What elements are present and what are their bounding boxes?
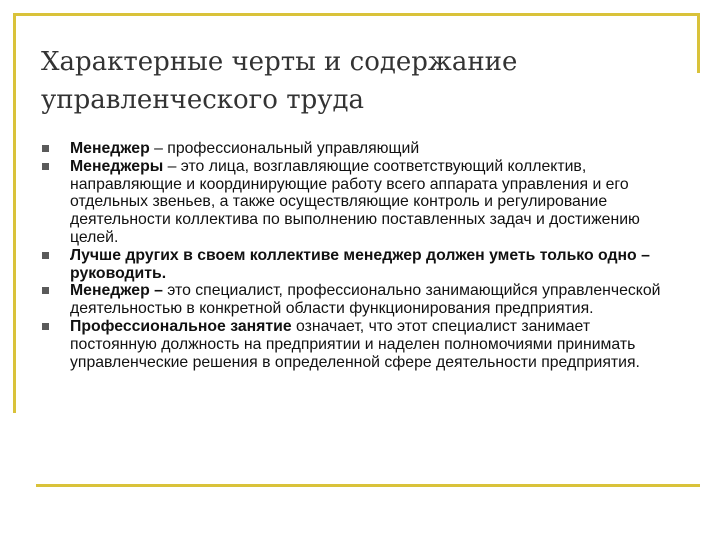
bullet-bold-text: Профессиональное занятие	[70, 317, 297, 335]
frame-line-left	[13, 13, 16, 413]
bullet-bold-text: Менеджер –	[70, 282, 168, 300]
bullet-text: означает, что этот специалист занимает постоянную должность на предприятии и наделен полномочиями принимать управленческие решения в определенной сфере деятельности предприятия.	[70, 317, 640, 371]
bullet-item	[41, 140, 661, 158]
square-bullet-icon	[42, 323, 49, 330]
bullet-item	[41, 318, 661, 371]
bullet-list	[41, 140, 661, 371]
square-bullet-icon	[42, 163, 49, 170]
bullet-text: – профессиональный управляющий	[154, 140, 420, 157]
bullet-bold-text: Менеджер	[70, 140, 155, 157]
frame-line-right	[697, 13, 700, 73]
bullet-text: это специалист, профессионально занимающийся управленческой деятельностью в конкретной области функционирования предприятия.	[70, 282, 661, 318]
square-bullet-icon	[42, 252, 49, 259]
frame-line-bottom	[36, 484, 700, 487]
bullet-item	[41, 282, 661, 318]
square-bullet-icon	[42, 145, 49, 152]
bullet-text: – это лица, возглавляющие соответствующий коллектив, направляющие и координирующие работу всего аппарата управления и его отдельных звеньев, а также осуществляющие контроль и регулирование деятельности коллектива по выполнению поставленных задач и достижению целей.	[70, 157, 640, 246]
square-bullet-icon	[42, 287, 49, 294]
slide-title: Характерные черты и содержание управленческого труда	[41, 47, 518, 115]
bullet-item	[41, 247, 661, 283]
frame-line-top	[13, 13, 700, 16]
bullet-item	[41, 158, 661, 247]
bullet-bold-text: Менеджеры	[70, 157, 168, 175]
bullet-bold-text: Лучше других в своем коллективе менеджер должен уметь только одно –руководить.	[70, 246, 650, 282]
